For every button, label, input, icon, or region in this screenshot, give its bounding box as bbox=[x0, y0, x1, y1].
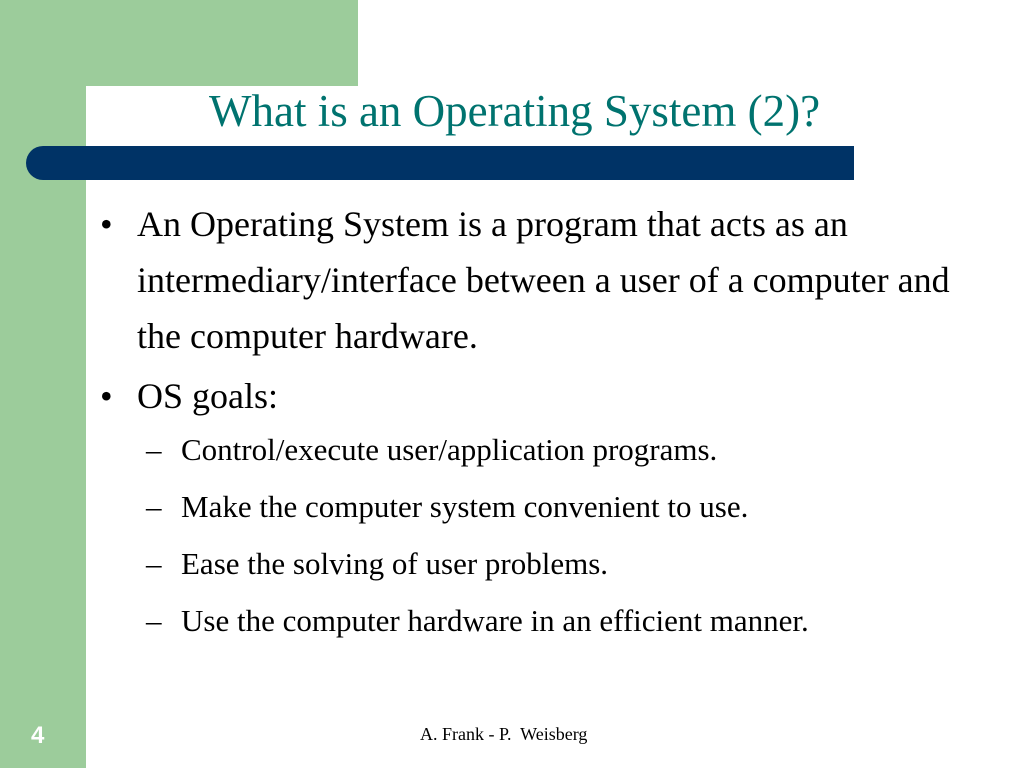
sub-bullet-text: Control/execute user/application programs. bbox=[181, 432, 718, 467]
bullet-item bbox=[100, 368, 1000, 424]
slide-title: What is an Operating System (2)? bbox=[209, 86, 821, 136]
dash-mark: – bbox=[146, 432, 162, 467]
sub-bullet-text: Use the computer hardware in an efficient manner. bbox=[181, 603, 809, 638]
bullet-text: OS goals: bbox=[137, 376, 279, 416]
sub-bullet-item bbox=[146, 428, 1000, 472]
footer-authors: A. Frank - P. Weisberg bbox=[420, 724, 588, 744]
dash-mark: – bbox=[146, 603, 162, 638]
sub-bullet-item bbox=[146, 599, 1000, 643]
bullet-item bbox=[100, 196, 1000, 364]
dash-mark: – bbox=[146, 546, 162, 581]
slide-content bbox=[100, 196, 1000, 656]
sub-bullet-item bbox=[146, 542, 1000, 586]
bullet-mark: • bbox=[100, 376, 113, 416]
sub-bullet-list bbox=[100, 428, 1000, 643]
bullet-text: An Operating System is a program that acts as an intermediary/interface between a user of a computer and the computer hardware. bbox=[137, 204, 950, 356]
top-green-band bbox=[0, 0, 358, 86]
bullet-mark: • bbox=[100, 204, 113, 244]
dash-mark: – bbox=[146, 489, 162, 524]
title-underline-bar bbox=[26, 146, 854, 180]
sub-bullet-item bbox=[146, 485, 1000, 529]
sub-bullet-text: Make the computer system convenient to use. bbox=[181, 489, 749, 524]
left-green-band bbox=[0, 0, 86, 768]
sub-bullet-text: Ease the solving of user problems. bbox=[181, 546, 609, 581]
page-number: 4 bbox=[31, 722, 45, 749]
